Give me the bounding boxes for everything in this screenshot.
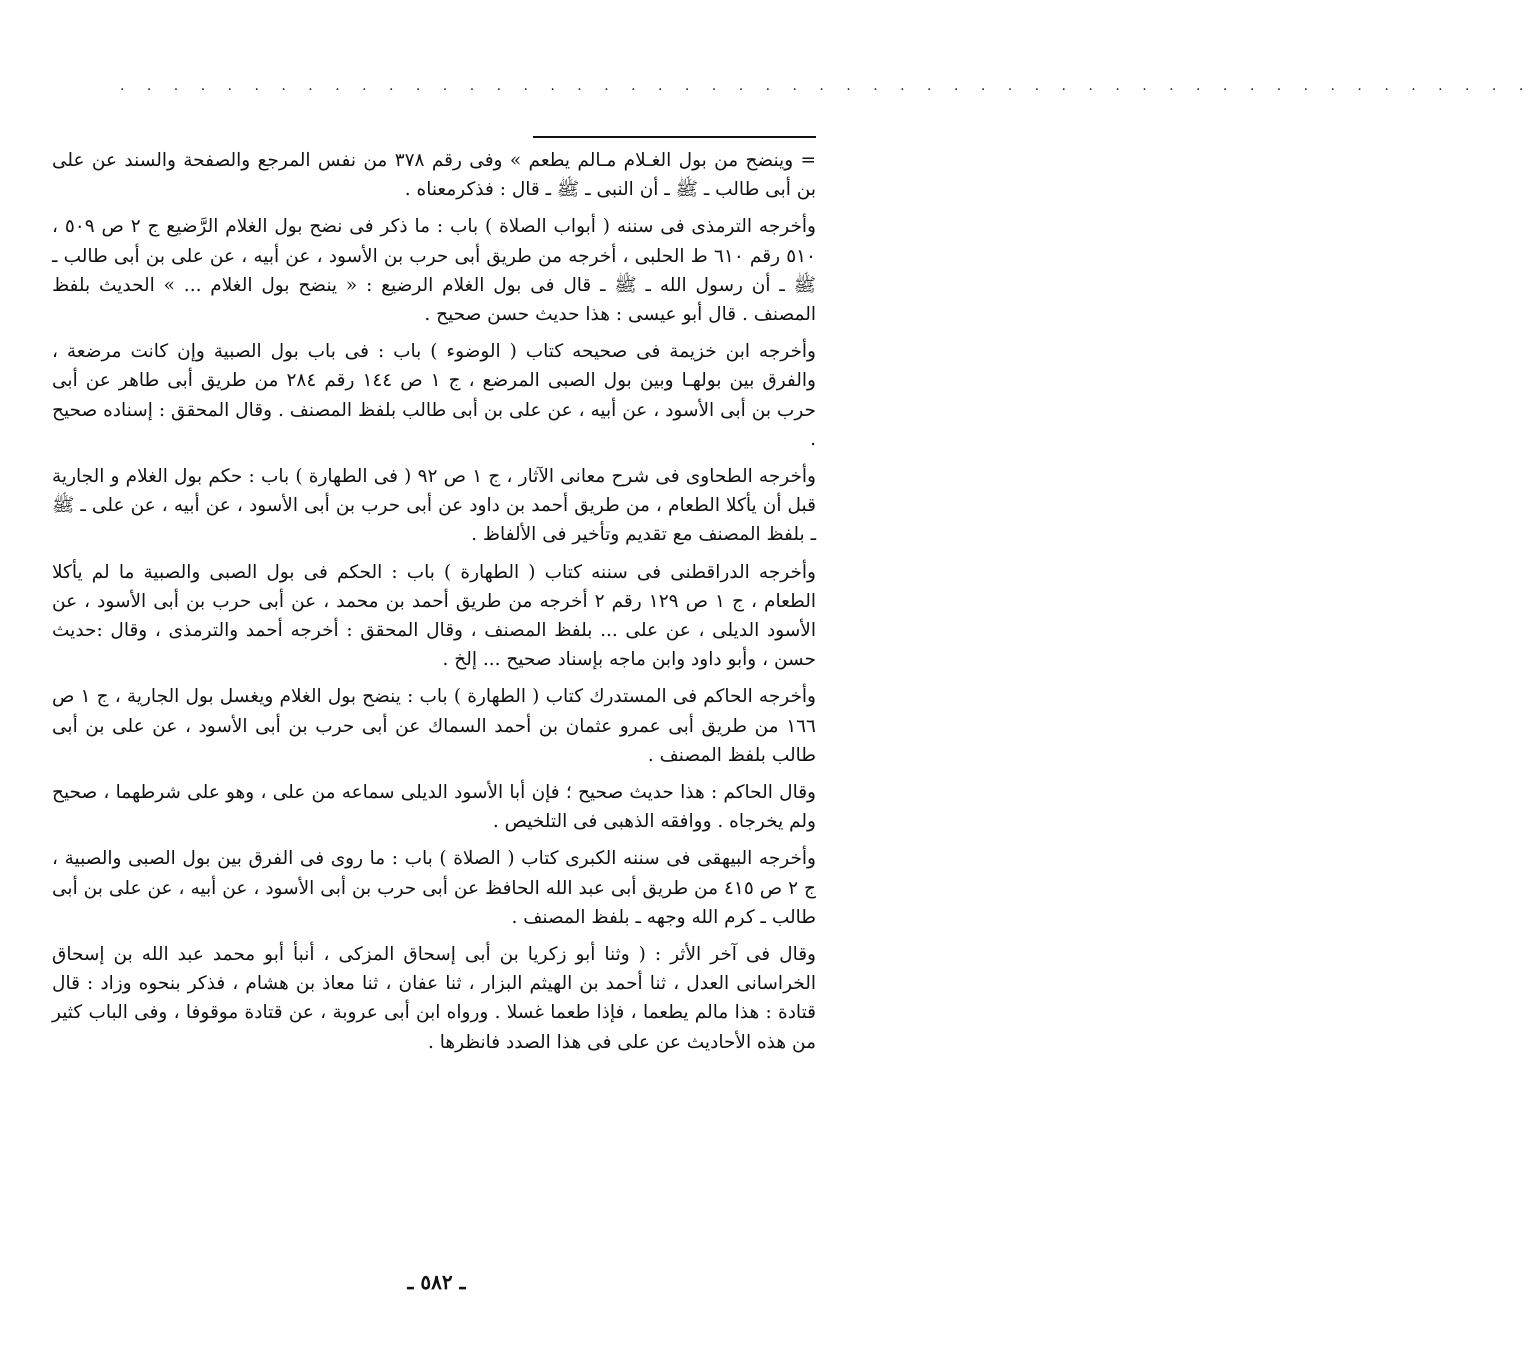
footnote-paragraph-8: وأخرجه البيهقى فى سننه الكبرى كتاب ( الصلاة ) باب : ما روى فى الفرق بين بول الصبى والصبية ، ج ٢ ص ٤١٥ من طريق أبى عبد الله الحافظ عن أبى حرب بن أبى الأسود ، عن أبيه ، عن على بن أبى طالب ـ كرم الله وجهه ـ بلفظ المصنف .: [52, 848, 816, 928]
footnote-paragraph-9: وقال فى آخر الأثر : ( وثنا أبو زكريا بن أبى إسحاق المزكى ، أنبأ أبو محمد عبد الله بن إسحاق الخراسانى العدل ، ثنا أحمد بن الهيثم البزار ، ثنا عفان ، ثنا معاذ بن هشام ، فذكر بنحوه وزاد : قال قتادة : هذا مالم يطعما ، فإذا طعما غسلا . ورواه ابن أبى عروبة ، عن قتادة موقوفا ، وفى الباب كثير من هذه الأحاديث عن على فى هذا الصدد فانظرها .: [52, 944, 816, 1053]
footnote-paragraph-7: وقال الحاكم : هذا حديث صحيح ؛ فإن أبا الأسود الديلى سماعه من على ، وهو على شرطهما ، صحيح ولم يخرجاه . ووافقه الذهبى فى التلخيص .: [52, 782, 816, 833]
footnote-paragraph-6: وأخرجه الحاكم فى المستدرك كتاب ( الطهارة ) باب : ينضح بول الغلام ويغسل بول الجارية ، ج ١ ص ١٦٦ من طريق أبى عمرو عثمان بن أحمد السماك عن أبى حرب بن أبى الأسود ، عن على بن أبى طالب بلفظ المصنف .: [52, 686, 816, 766]
page-number: ـ ٥٨٢ ـ: [407, 1270, 466, 1294]
footnote-paragraph-2: وأخرجه الترمذى فى سننه ( أبواب الصلاة ) باب : ما ذكر فى نضح بول الغلام الرَّضيع ج ٢ ص ٥٠٩ ، ٥١٠ رقم ٦١٠ ط الحلبى ، أخرجه من طريق أبى حرب بن الأسود ، عن أبيه ، عن على بن أبى طالب ـ ﷺ ـ أن رسول الله ـ ﷺ ـ قال فى بول الغلام الرضيع : « ينضح بول الغلام ... » الحديث بلفظ المصنف . قال أبو عيسى : هذا حديث حسن صحيح .: [52, 216, 816, 326]
header-dotted-line: . . . . . . . . . . . . . . . . . . . . . . . . . . . . . . . . . . . . . . . . . . . . . . . . . . . . .: [120, 78, 1532, 94]
footnote-separator: [533, 136, 816, 138]
footnote-body: [52, 146, 816, 1065]
footnote-paragraph-4: وأخرجه الطحاوى فى شرح معانى الآثار ، ج ١ ص ٩٢ ( فى الطهارة ) باب : حكم بول الغلام و الجارية قبل أن يأكلا الطعام ، من طريق أحمد بن داود عن أبى حرب بن أبى الأسود ، عن أبيه ، عن على ـ ﷺ ـ بلفظ المصنف مع تقديم وتأخير فى الألفاظ .: [52, 466, 816, 546]
footnote-paragraph-1: = وينضح من بول الغـلام مـالم يطعم » وفى رقم ٣٧٨ من نفس المرجع والصفحة والسند عن على بن أبى طالب ـ ﷺ ـ أن النبى ـ ﷺ ـ قال : فذكرمعناه .: [52, 150, 816, 201]
footnote-paragraph-5: وأخرجه الدراقطنى فى سننه كتاب ( الطهارة ) باب : الحكم فى بول الصبى والصبية ما لم يأكلا الطعام ، ج ١ ص ١٢٩ رقم ٢ أخرجه من طريق أحمد بن محمد ، عن أبى حرب بن أبى الأسود ، عن الأسود الديلى ، عن على ... بلفظ المصنف ، وقال المحقق : أخرجه أحمد والترمذى ، وقال :حديث حسن ، وأبو داود وابن ماجه بإسناد صحيح ... إلخ .: [52, 561, 816, 671]
footnote-paragraph-3: وأخرجه ابن خزيمة فى صحيحه كتاب ( الوضوء ) باب : فى باب بول الصبية وإن كانت مرضعة ، والفرق بين بولهـا وبين بول الصبى المرضع ، ج ١ ص ١٤٤ رقم ٢٨٤ من طريق أبى طاهر عن أبى حرب بن أبى الأسود ، عن أبيه ، عن على بن أبى طالب بلفظ المصنف . وقال المحقق : إسناده صحيح .: [52, 341, 816, 450]
